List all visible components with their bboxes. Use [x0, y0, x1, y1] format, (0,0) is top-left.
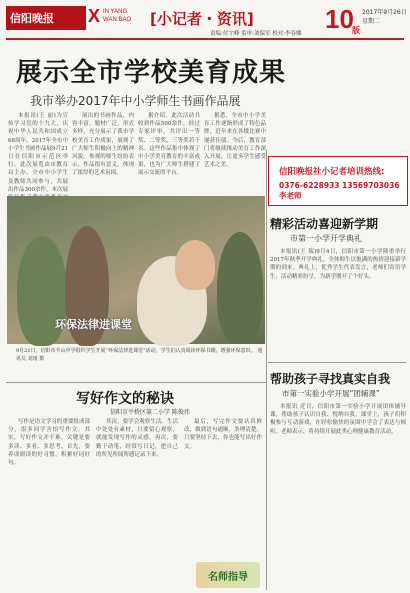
banner-label: 名师指导: [208, 572, 248, 583]
story4-col3-text: 最后，写完作文要认真修改，做到语句通顺、条理清楚。只要坚持下去，你也能写出好作文。: [184, 419, 262, 450]
newspaper-logo: 信阳晚报: [6, 6, 86, 30]
page-suffix: 版: [352, 25, 360, 35]
story2-subhead: 市第一小学开学典礼: [290, 234, 362, 243]
lead-column-1: [8, 112, 68, 194]
story4-column-2: [96, 418, 178, 588]
story4-col1-text: 写作是语文学习的重要组成部分，很多同学害怕写作文。其实，写好作文并不难，关键是要多读、多看、多思考。首先，要养成阅读的好习惯，积累好词好句。: [8, 419, 90, 467]
story3-headline: 帮助孩子寻找真实自我: [270, 372, 391, 386]
story2-body: [270, 248, 406, 360]
story2-headline: 精彩活动喜迎新学期: [270, 217, 379, 231]
story4-col2-text: 其次，要学会观察生活。生活中处处有素材，只要留心观察，就能发现写作的灵感。再次，要勤于动笔，经常写日记，把自己的所见所闻所感记录下来。: [96, 419, 178, 458]
photo-caption: 9月21日，信阳市羊山中学组织学生开展“环保法律进课堂”活动，学生们认真阅读环保书籍，增强环保意识。 通讯员 刘雨 摄: [16, 348, 263, 362]
lead-col2-text: 展出的书画作品，内容丰富，题材广泛，形式多样，充分展示了我市学校美育工作成果，展现了广大师生积极向上的精神风貌。参观的师生纷纷表示，作品很有意义，体现了浓厚的艺术氛围。: [72, 113, 134, 177]
masthead: [0, 0, 410, 40]
photo-figure: [217, 232, 263, 344]
editors-line: 责编:付宇峰 监审:刘保军 校对:李春娜: [210, 31, 302, 37]
column-divider: [266, 150, 267, 590]
ad-phone: 0376-6228933 13569703036 李老师: [279, 181, 400, 200]
issue-date: [362, 8, 407, 26]
section-title: [小记者・资讯]: [150, 10, 254, 28]
divider: [268, 362, 406, 363]
story3-body-text: 本报讯 近日，信阳市第一实验小学开展团体辅导课，帮助孩子认识自我、悦纳自我。课堂上，孩子们积极参与互动游戏，在轻松愉快的氛围中学会了表达与倾听。老师表示，将持续开展此类心理健康教育活动。: [270, 404, 406, 435]
divider: [6, 382, 266, 383]
photo-overlay-text: 环保法律进课堂: [55, 318, 132, 331]
masthead-rule: [6, 38, 404, 40]
story4-byline: 信阳市平桥区第二小学 陈俊玮: [110, 409, 190, 416]
photo-figure: [175, 240, 215, 290]
lead-col3-text: 据介绍，此次活动共收到作品500余件，经过专家评审，共评出一等奖、二等奖、三等奖若干名。这些作品集中体现了中小学美育教育的丰富成果，也为广大师生搭建了展示交流的平台。: [138, 113, 200, 177]
lead-column-4: [204, 112, 266, 194]
story3-body: [270, 403, 406, 589]
lead-column-3: [138, 112, 200, 194]
weekday-line: 星期二: [362, 18, 381, 25]
logo-pinyin: IN YANG WAN BAO: [103, 9, 132, 23]
logo-letter: X: [88, 6, 101, 26]
lead-column-2: [72, 112, 134, 194]
decorative-banner: [196, 562, 260, 588]
story4-column-1: [8, 418, 90, 588]
news-photo: [7, 196, 265, 344]
page-number: 10: [325, 4, 354, 34]
lead-subhead: 我市举办2017年中小学师生书画作品展: [30, 94, 241, 108]
story4-column-3: [184, 418, 262, 558]
lead-col1-text: 本报讯(王 丽)为宣传学习党的十九大，庆祝中华人民共和国成立68周年，2017年全市中小学生书画作品展9月21日在信阳市示范区举行。此次展览由市教育局主办，全市中小学生及教师共同参与，共展出作品300余件。本次展: [8, 113, 68, 193]
lead-headline: 展示全市学校美育成果: [16, 58, 287, 88]
lead-col4-text: 据悉，全市中小学美育工作逐渐形成了特色品牌，近年来在各级比赛中屡获佳绩。今后，教育部门将继续推动美育工作深入开展，让更多学生感受艺术之美。: [204, 113, 266, 169]
date-line: 2017年9月26日: [362, 9, 407, 16]
hotline-ad: [268, 156, 408, 206]
story2-body-text: 本报讯(王 瑞)9月4日，信阳市第一小学隆重举行2017年秋季开学典礼。全体师生以饱满的热情迎接新学期的到来。典礼上，优秀学生代表发言，老师们寄语学生，活动精彩纷呈，为新学期开了个好头。: [270, 249, 406, 280]
story3-subhead: 市第一实验小学开展“团辅课”: [282, 389, 380, 398]
story4-headline: 写好作文的秘诀: [76, 391, 174, 407]
ad-title: 信阳晚报社小记者培训热线:: [279, 167, 385, 177]
